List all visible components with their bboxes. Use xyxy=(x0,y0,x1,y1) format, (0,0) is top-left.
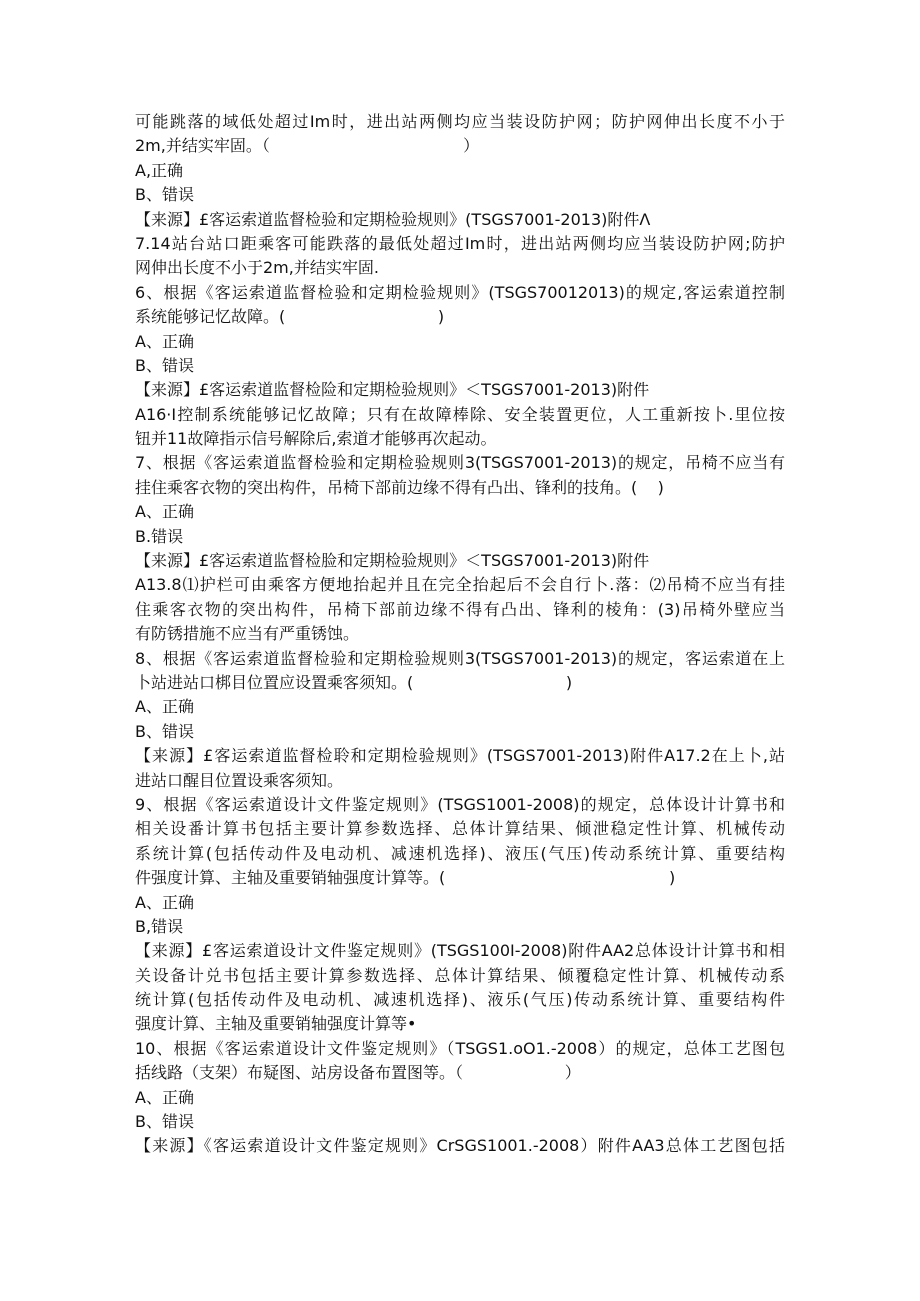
document-body xyxy=(135,110,785,1159)
text-line: 7.14站台站口距乘客可能跌落的最低处超过Im时，进出站两侧均应当装设防护网;防护 xyxy=(135,233,785,253)
text-line: A16·I控制系统能够记忆故障；只有在故障棒除、安全装置更位，人工重新按卜.里位按 xyxy=(135,404,785,424)
answer-option-b: B、错误 xyxy=(135,185,194,205)
answer-option-a: A、正确 xyxy=(135,697,194,717)
answer-option-b: B、错误 xyxy=(135,1112,194,1132)
text-line: 有防锈措施不应当有严重锈蚀。 xyxy=(135,624,360,644)
text-line: 件强度计算、主轴及重要销轴强度计算等。( ) xyxy=(135,868,676,888)
text-line: 挂住乘客衣物的突出构件，吊椅下部前边缘不得有凸出、锋利的技角。( ) xyxy=(135,477,664,497)
text-line: 可能跳落的域低处超过Im时，进出站两侧均应当装设防护网；防护网伸出长度不小于 xyxy=(135,112,785,131)
source-line: 【来源】£客运索道监督检险和定期检验规则》＜TSGS7001-2013)附件 xyxy=(135,380,650,400)
text-line: 网伸出长度不小于2m,并结实牢固. xyxy=(135,258,379,278)
text-line: 相关设番计算书包括主要计算参数选择、总体计算结果、倾泄稳定性计算、机械传动 xyxy=(135,819,785,839)
text-line: 强度计算、主轴及重要销轴强度计算等• xyxy=(135,1014,417,1034)
text-line: 2m,并结实牢固。（ ） xyxy=(135,136,480,156)
source-line: 【来源】£客运索道监督检验和定期检验规则》(TSGS7001-2013)附件Λ xyxy=(135,209,651,229)
answer-option-a: A、正确 xyxy=(135,1087,194,1107)
source-line: 【来源】£客运索道监督检脸和定期检验规则》＜TSGS7001-2013)附件 xyxy=(135,551,650,571)
answer-option-b: B.错误 xyxy=(135,526,184,546)
question-9: 9、根据《客运索道设计文件鉴定规则》(TSGS1001-2008)的规定，总体设计计算书和 xyxy=(135,794,785,814)
text-line: 括线路（支架）布疑图、站房设备布置图等。（ ） xyxy=(135,1063,581,1083)
source-line: 【来源】£客运索道监督检聆和定期检验规则》(TSGS7001-2013)附件A17.2在上卜,站 xyxy=(135,746,785,766)
answer-option-b: B、错误 xyxy=(135,721,194,741)
answer-option-b: B,错误 xyxy=(135,916,184,936)
question-6: 6、根据《客运索道监督检验和定期检验规则》(TSGS70012013)的规定,客运索道控制 xyxy=(135,282,785,302)
question-7: 7、根据《客运索道监督检验和定期检验规则3(TSGS7001-2013)的规定，吊椅不应当有 xyxy=(135,453,785,473)
text-line: 进站口醒目位置设乘客须知。 xyxy=(135,770,344,790)
answer-option-b: B、错误 xyxy=(135,355,194,375)
text-line: A13.8⑴护栏可由乘客方便地抬起并且在完全抬起后不会自行卜.落：⑵吊椅不应当有挂 xyxy=(135,575,785,595)
source-line: 【来源】《客运索道设计文件鉴定规则》CrSGS1001.-2008）附件AA3总体工艺图包括 xyxy=(135,1136,785,1156)
question-8: 8、根据《客运索道监督检验和定期检验规则3(TSGS7001-2013)的规定，客运索道在上 xyxy=(135,648,785,668)
text-line: 系统计算(包括传动件及电动机、减速机选择)、液压(气压)传动系统计算、重要结构 xyxy=(135,843,785,863)
text-line: 系统能够记忆故障。( ) xyxy=(135,307,445,327)
text-line: 住乘客衣物的突出构件，吊椅下部前边缘不得有凸出、锋利的棱角：(3)吊椅外壁应当 xyxy=(135,599,785,619)
answer-option-a: A,正确 xyxy=(135,160,184,180)
answer-option-a: A、正确 xyxy=(135,892,194,912)
answer-option-a: A、正确 xyxy=(135,502,194,522)
text-line: 卜站进站口梆目位置应设置乘客须知。( ) xyxy=(135,672,573,692)
text-line: 关设备计兑书包括主要计算参数选择、总体计算结果、倾覆稳定性计算、机械传动系 xyxy=(135,965,785,985)
source-line: 【来源】£客运索道设计文件鉴定规则》(TSGS100I-2008)附件AA2总体设计计算书和相 xyxy=(135,941,785,961)
text-line: 统计算(包括传动件及电动机、减速机选择)、液乐(气压)传动系统计算、重要结构件 xyxy=(135,990,785,1010)
question-10: 10、根据《客运索道设计文件鉴定规则》（TSGS1.oO1.-2008）的规定，总体工艺图包 xyxy=(135,1038,785,1058)
answer-option-a: A、正确 xyxy=(135,331,194,351)
text-line: 钮并11故障指示信号解除后,索道才能够再次起动。 xyxy=(135,429,497,449)
